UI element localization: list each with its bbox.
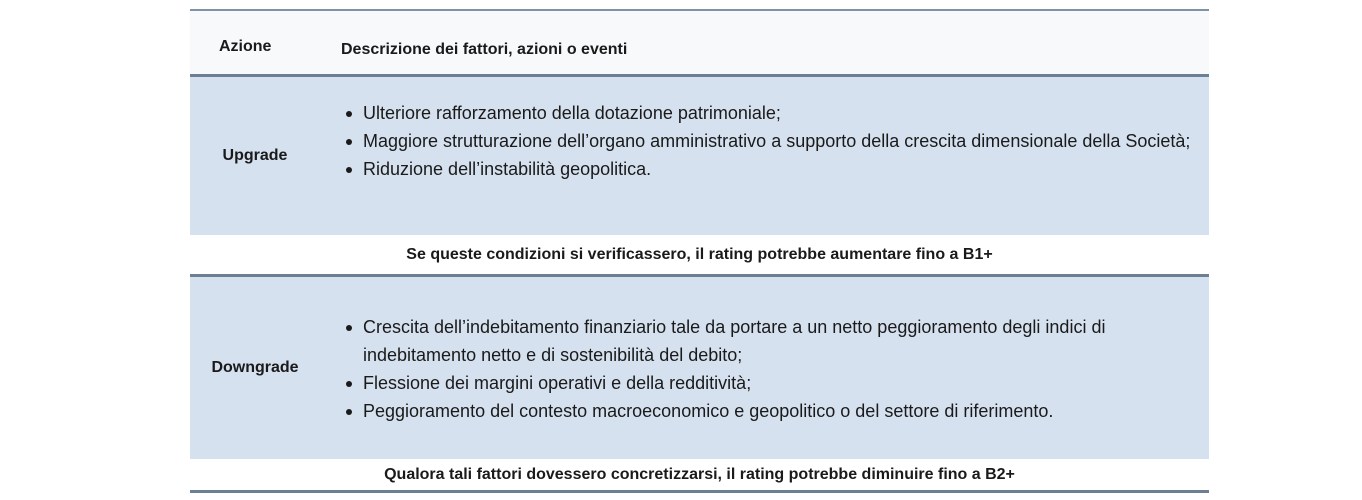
list-item: Peggioramento del contesto macroeconomico e geopolitico o del settore di riferimento. — [363, 397, 1213, 425]
header-description: Descrizione dei fattori, azioni o eventi — [341, 41, 628, 58]
upgrade-label: Upgrade — [222, 147, 288, 164]
header-action: Azione — [219, 38, 272, 55]
downgrade-section — [190, 277, 1209, 459]
list-item: Maggiore strutturazione dell’organo amministrativo a supporto della crescita dimensionale della Società; — [363, 127, 1213, 155]
table-header — [190, 11, 1209, 74]
list-item: Flessione dei margini operativi e della redditività; — [363, 369, 1213, 397]
list-item: Riduzione dell’instabilità geopolitica. — [363, 155, 1213, 183]
upgrade-summary: Se queste condizioni si verificassero, il rating potrebbe aumentare fino a B1+ — [190, 235, 1209, 274]
upgrade-section — [190, 77, 1209, 235]
downgrade-factors-list — [341, 313, 1213, 425]
downgrade-summary: Qualora tali fattori dovessero concretizzarsi, il rating potrebbe diminuire fino a B2+ — [190, 459, 1209, 490]
upgrade-factors-list — [341, 99, 1213, 183]
rating-factors-table — [190, 9, 1209, 493]
list-item: Crescita dell’indebitamento finanziario tale da portare a un netto peggioramento degli indici di indebitamento netto e di sostenibilità del debito; — [363, 313, 1213, 369]
table-bottom-rule — [190, 490, 1209, 493]
list-item: Ulteriore rafforzamento della dotazione patrimoniale; — [363, 99, 1213, 127]
downgrade-label: Downgrade — [211, 359, 299, 376]
